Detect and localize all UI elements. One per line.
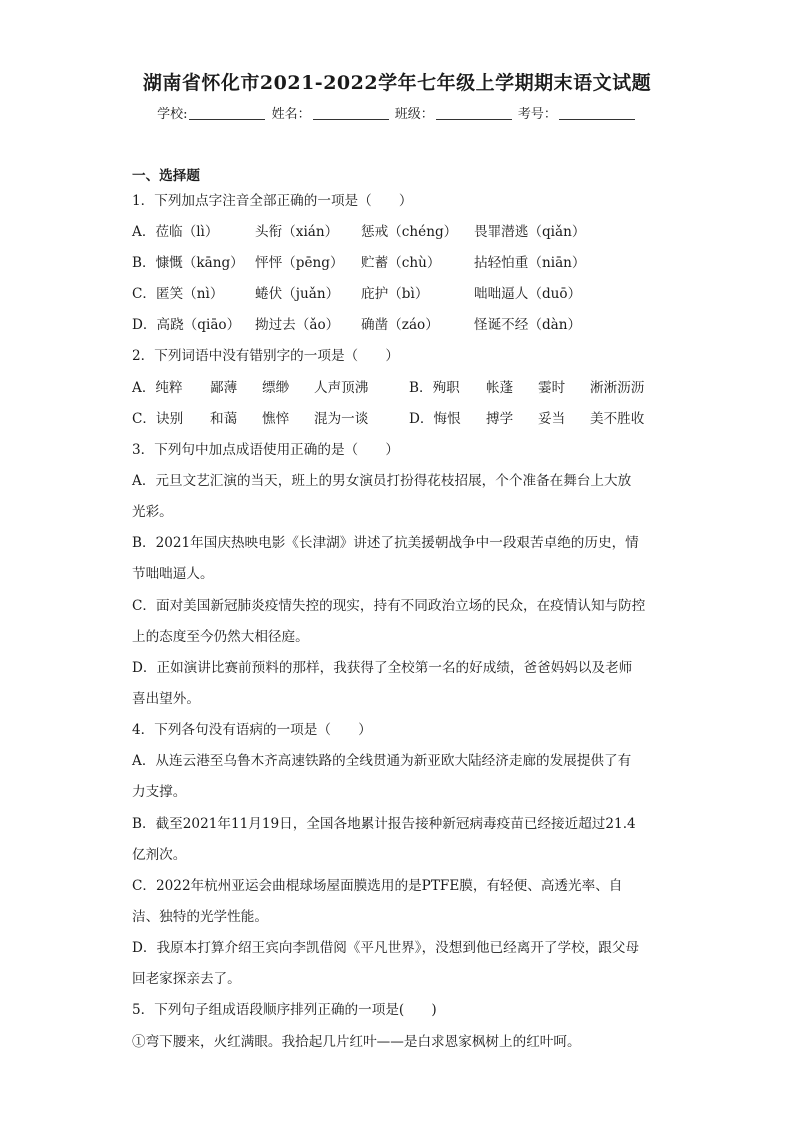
q4-stem: 4．下列各句没有语病的一项是（ ）	[132, 722, 372, 738]
q1-opt-a-1: A．莅临（lì）	[132, 224, 219, 240]
name-label: 姓名：	[271, 107, 311, 122]
q4-opt-d-cont: 回老家探亲去了。	[132, 971, 241, 987]
q2-word: 混为一谈	[314, 411, 369, 427]
q2-word: 搏学	[486, 411, 514, 427]
q4-opt-a: A．从连云港至乌鲁木齐高速铁路的全线贯通为新亚欧大陆经济走廊的发展提供了有	[132, 753, 632, 769]
q4-opt-a-cont: 力支撑。	[132, 784, 187, 800]
q2-word: 人声顶沸	[314, 380, 369, 396]
q3-opt-a: A．元旦文艺汇演的当天，班上的男女演员打扮得花枝招展，个个准备在舞台上大放	[132, 473, 632, 489]
q5-stem: 5．下列句子组成语段顺序排列正确的一项是( )	[132, 1002, 437, 1018]
school-blank[interactable]	[189, 119, 265, 120]
class-label: 班级：	[394, 107, 434, 122]
q1-opt-b-4: 拈轻怕重（niān）	[474, 255, 586, 271]
id-blank[interactable]	[559, 119, 635, 120]
q3-opt-b: B．2021年国庆热映电影《长津湖》讲述了抗美援朝战争中一段艰苦卓绝的历史，情	[132, 535, 639, 551]
student-info-row	[0, 103, 794, 122]
q1-opt-d-4: 怪诞不经（dàn）	[474, 317, 582, 333]
q1-opt-c-3: 庇护（bì）	[361, 286, 429, 302]
q1-opt-b-3: 贮蓄（chù）	[361, 255, 441, 271]
q1-opt-c-2: 蜷伏（juǎn）	[255, 286, 340, 302]
q3-stem: 3．下列句中加点成语使用正确的是（ ）	[132, 442, 399, 458]
q1-opt-d-3: 确凿（záo）	[361, 317, 439, 333]
q1-opt-d-1: D．高跷（qiāo）	[132, 317, 241, 333]
q4-opt-c: C．2022年杭州亚运会曲棍球场屋面膜选用的是PTFE膜，有轻便、高透光率、自	[132, 878, 623, 894]
school-label: 学校:	[157, 107, 188, 122]
q3-opt-d: D．正如演讲比赛前预料的那样，我获得了全校第一名的好成绩，爸爸妈妈以及老师	[132, 660, 633, 676]
q2-word: 和蔼	[210, 411, 238, 427]
q2-stem: 2．下列词语中没有错别字的一项是（ ）	[132, 348, 399, 364]
q2-word: 霎时	[538, 380, 566, 396]
q2-word: 帐蓬	[486, 380, 514, 396]
q3-opt-c-cont: 上的态度至今仍然大相径庭。	[132, 629, 309, 645]
q1-opt-c-4: 咄咄逼人（duō）	[474, 286, 582, 302]
q2-word: 美不胜收	[590, 411, 645, 427]
q4-opt-c-cont: 洁、独特的光学性能。	[132, 909, 268, 925]
q2-word: 妥当	[538, 411, 566, 427]
q2-word: A．纯粹	[132, 380, 183, 396]
page-title: 湖南省怀化市2021-2022学年七年级上学期期末语文试题	[142, 72, 652, 94]
q3-opt-b-cont: 节咄咄逼人。	[132, 566, 214, 582]
q2-word: 淅淅沥沥	[590, 380, 645, 396]
q3-opt-d-cont: 喜出望外。	[132, 691, 200, 707]
q2-word: B．殉职	[409, 380, 460, 396]
id-label: 考号：	[517, 107, 557, 122]
q1-opt-d-2: 拗过去（ǎo）	[255, 317, 340, 333]
name-blank[interactable]	[313, 119, 389, 120]
q3-opt-a-cont: 光彩。	[132, 504, 173, 520]
q1-opt-a-2: 头衔（xián）	[255, 224, 339, 240]
q4-opt-b-cont: 亿剂次。	[132, 847, 187, 863]
q3-opt-c: C．面对美国新冠肺炎疫情失控的现实，持有不同政治立场的民众，在疫情认知与防控	[132, 598, 646, 614]
q2-word: 憔悴	[262, 411, 290, 427]
q1-opt-b-1: B．慷慨（kāng）	[132, 255, 244, 271]
q2-word: 鄙薄	[210, 380, 238, 396]
q1-opt-b-2: 怦怦（pēng）	[255, 255, 344, 271]
q5-sentence-1: ①弯下腰来，火红满眼。我拾起几片红叶——是白求恩家枫树上的红叶呵。	[132, 1034, 581, 1050]
q1-opt-c-1: C．匿笑（nì）	[132, 286, 224, 302]
q1-opt-a-4: 畏罪潜逃（qiǎn）	[474, 224, 586, 240]
q1-opt-a-3: 惩戒（chéng）	[361, 224, 458, 240]
q2-word: C．诀别	[132, 411, 184, 427]
q1-stem: 1．下列加点字注音全部正确的一项是（ ）	[132, 193, 413, 209]
q4-opt-b: B．截至2021年11月19日，全国各地累计报告接种新冠病毒疫苗已经接近超过21.4	[132, 816, 636, 832]
class-blank[interactable]	[436, 119, 512, 120]
q4-opt-d: D．我原本打算介绍王宾向李凯借阅《平凡世界》，没想到他已经离开了学校，跟父母	[132, 940, 640, 956]
q2-word: D．悔恨	[409, 411, 461, 427]
section-heading: 一、选择题	[132, 168, 200, 184]
q2-word: 缥缈	[262, 380, 290, 396]
